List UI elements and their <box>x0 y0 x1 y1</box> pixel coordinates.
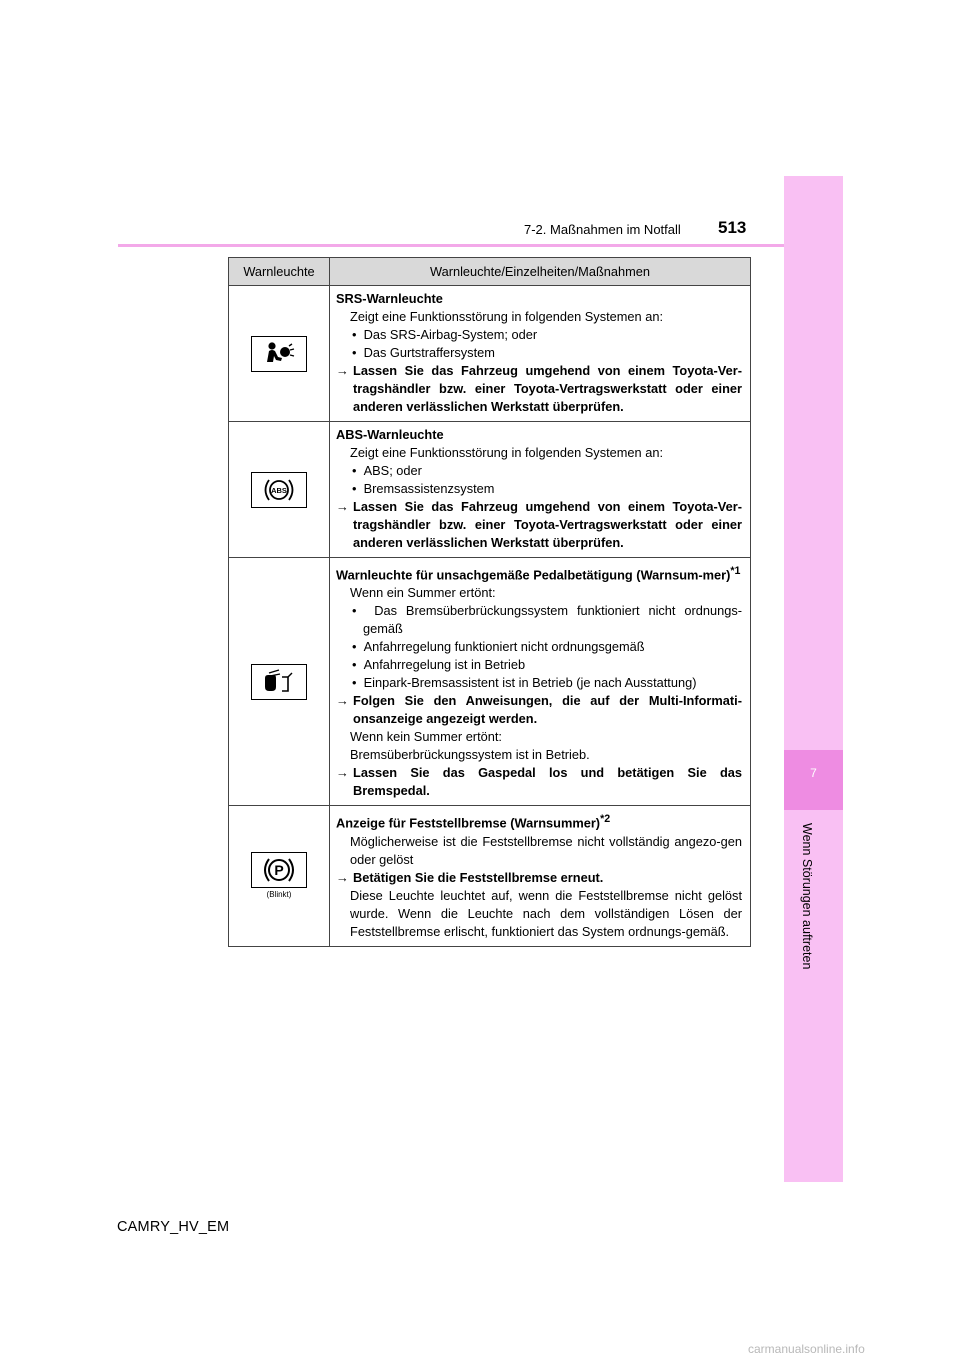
chapter-number-tab <box>784 750 843 810</box>
document-code: CAMRY_HV_EM <box>117 1219 230 1235</box>
warning-intro-secondary: Wenn kein Summer ertönt: <box>350 729 502 745</box>
warning-title: SRS-Warnleuchte <box>336 291 443 306</box>
column-header-warning-light: Warnleuchte <box>229 258 330 286</box>
warning-light-table <box>228 257 751 947</box>
arrow-right-icon: → <box>336 499 349 514</box>
arrow-right-icon: → <box>336 693 349 709</box>
chapter-number: 7 <box>810 766 817 780</box>
details-cell <box>330 806 751 946</box>
list-item: • Anfahrregelung ist in Betrieb <box>352 657 526 673</box>
footnote-marker: *2 <box>600 813 611 826</box>
arrow-right-icon: → <box>336 765 349 781</box>
warning-title: Anzeige für Feststellbremse (Warnsummer)$^{*2}$ <box>336 813 611 831</box>
warning-action: → Lassen Sie das Fahrzeug umgehend von einem Toyota-Ver-tragshändler bzw. einer Toyota-Vertragswerkstatt oder einer anderen verlässlichen Werkstatt überprüfen. <box>336 363 742 414</box>
column-header-details: Warnleuchte/Einzelheiten/Maßnahmen <box>330 258 751 286</box>
section-heading: 7-2. Maßnahmen im Notfall <box>524 222 681 237</box>
warning-intro: Wenn ein Summer ertönt: <box>350 585 496 601</box>
icon-cell <box>229 558 330 806</box>
warning-intro: Zeigt eine Funktionsstörung in folgenden Systemen an: <box>350 309 664 324</box>
parking-brake-icon <box>251 852 307 888</box>
list-item: • Bremsassistenzsystem <box>352 481 495 496</box>
table-row <box>229 558 751 806</box>
table-row <box>229 286 751 422</box>
footnote-marker: *1 <box>730 565 741 577</box>
details-cell <box>330 422 751 558</box>
table-header-row <box>229 258 751 286</box>
list-item: • ABS; oder <box>352 463 422 478</box>
warning-line-secondary: Bremsüberbrückungssystem ist in Betrieb. <box>350 747 590 763</box>
list-item: • Das Gurtstraffersystem <box>352 345 495 360</box>
warning-action: → Lassen Sie das Fahrzeug umgehend von einem Toyota-Ver-tragshändler bzw. einer Toyota-Vertragswerkstatt oder einer anderen verlässlichen Werkstatt überprüfen. <box>336 499 742 550</box>
list-item: • Anfahrregelung funktioniert nicht ordnungsgemäß <box>352 639 645 655</box>
pedal-operation-icon <box>251 664 307 700</box>
parking-brake-icon-label: P <box>274 861 284 878</box>
warning-title: Warnleuchte für unsachgemäße Pedalbetätigung (Warnsum-mer)$^{*1}$ <box>336 565 741 583</box>
table-row <box>229 806 751 946</box>
warning-intro: Zeigt eine Funktionsstörung in folgenden Systemen an: <box>350 445 664 460</box>
details-cell <box>330 558 751 806</box>
warning-action: → Betätigen Sie die Feststellbremse erneut. <box>336 869 604 885</box>
watermark: carmanualsonline.info <box>748 1342 865 1356</box>
chapter-side-tab <box>784 176 843 1182</box>
list-item: • Das Bremsüberbrückungssystem funktioniert nicht ordnungs-gemäß <box>352 603 742 637</box>
warning-title: ABS-Warnleuchte <box>336 427 444 442</box>
icon-cell <box>229 286 330 422</box>
page-number: 513 <box>718 218 747 237</box>
warning-intro: Möglicherweise ist die Feststellbremse nicht vollständig angezo-gen oder gelöst <box>350 833 742 867</box>
icon-cell <box>229 806 330 946</box>
chapter-title: Wenn Störungen auftreten <box>800 823 814 970</box>
details-cell <box>330 286 751 422</box>
icon-cell <box>229 422 330 558</box>
list-item: • Einpark-Bremsassistent ist in Betrieb (je nach Ausstattung) <box>352 675 697 691</box>
list-item: • Das SRS-Airbag-System; oder <box>352 327 538 342</box>
warning-action: → Folgen Sie den Anweisungen, die auf der Multi-Informati-onsanzeige angezeigt werden. <box>336 693 742 727</box>
warning-action-secondary: → Lassen Sie das Gaspedal los und betätigen Sie das Bremspedal. <box>336 765 742 799</box>
abs-icon-label: ABS <box>271 485 287 495</box>
warning-note: Diese Leuchte leuchtet auf, wenn die Feststellbremse nicht gelöst wurde. Wenn die Leuchte nach dem vollständigen Lösen der Feststellbremse erlischt, funktioniert das System ordnungs-gemäß. <box>350 887 742 939</box>
srs-airbag-icon <box>251 336 307 372</box>
header-rule <box>118 244 784 247</box>
abs-icon <box>251 472 307 508</box>
arrow-right-icon: → <box>336 869 349 885</box>
arrow-right-icon: → <box>336 363 349 378</box>
icon-caption: (Blinkt) <box>266 889 292 899</box>
table-row <box>229 422 751 558</box>
